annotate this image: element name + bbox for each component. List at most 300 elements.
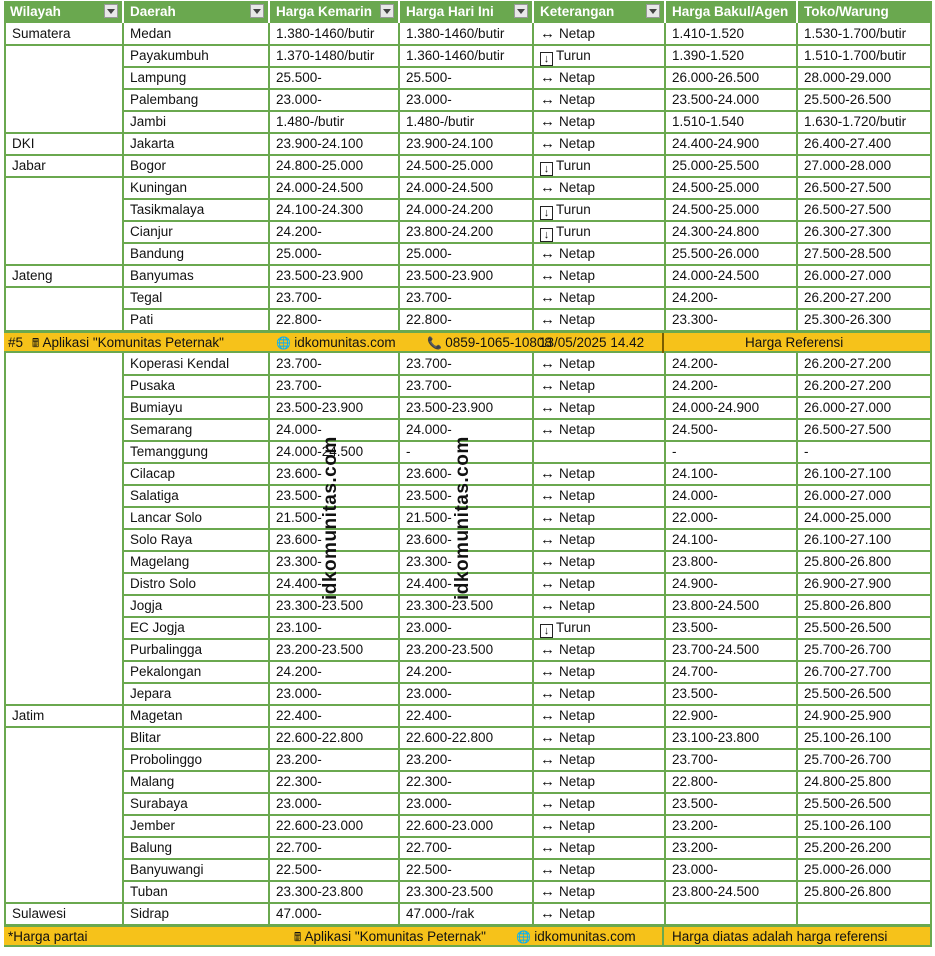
cell-wilayah: [4, 705, 122, 727]
cell-keterangan: [532, 793, 664, 815]
left-right-arrow-icon: ↔: [540, 773, 555, 790]
cell-text: 24.200-: [672, 290, 718, 305]
cell-text: Solo Raya: [130, 532, 193, 547]
cell-text: 23.800-: [672, 554, 718, 569]
cell-harga-hari-ini: [398, 727, 532, 749]
cell-harga-hari-ini: [398, 705, 532, 727]
cell-text: Jepara: [130, 686, 172, 701]
cell-text: 1.480-/butir: [276, 114, 345, 129]
table-row: [4, 397, 930, 419]
footer-banner: [4, 925, 930, 947]
cell-text: Lampung: [130, 70, 187, 85]
keterangan-text: Turun: [556, 158, 591, 173]
cell-text: Tegal: [130, 290, 163, 305]
cell-wilayah: [4, 419, 122, 441]
cell-daerah: [122, 595, 268, 617]
cell-text: 23.000-: [672, 862, 718, 877]
left-right-arrow-icon: ↔: [540, 399, 555, 416]
cell-harga-kemarin: [268, 727, 398, 749]
cell-harga-hari-ini: [398, 859, 532, 881]
cell-harga-hari-ini: [398, 353, 532, 375]
cell-harga-hari-ini: [398, 177, 532, 199]
cell-text: 24.300-24.800: [672, 224, 760, 239]
cell-keterangan: [532, 419, 664, 441]
keterangan-text: Netap: [559, 378, 596, 393]
cell-daerah: [122, 133, 268, 155]
cell-text: 26.300-27.300: [804, 224, 892, 239]
cell-wilayah: [4, 353, 122, 375]
cell-text: 22.900-: [672, 708, 718, 723]
cell-harga-bakul-agen: [664, 89, 796, 111]
cell-harga-hari-ini: [398, 837, 532, 859]
cell-harga-bakul-agen: [664, 639, 796, 661]
cell-wilayah: [4, 111, 122, 133]
table-row: [4, 771, 930, 793]
cell-daerah: [122, 639, 268, 661]
cell-harga-hari-ini: [398, 397, 532, 419]
cell-text: 24.000-24.500: [406, 180, 494, 195]
left-right-arrow-icon: ↔: [540, 267, 555, 284]
cell-text: 1.370-1480/butir: [276, 48, 375, 63]
cell-text: 23.500-23.900: [406, 268, 494, 283]
cell-text: 23.600-: [276, 466, 322, 481]
left-right-arrow-icon: ↔: [540, 355, 555, 372]
cell-text: 23.200-23.500: [276, 642, 364, 657]
cell-text: Jakarta: [130, 136, 175, 151]
cell-toko-warung: [796, 639, 930, 661]
cell-wilayah: [4, 67, 122, 89]
cell-toko-warung: [796, 881, 930, 903]
cell-toko-warung: [796, 23, 930, 45]
column-header-label: Wilayah: [10, 4, 61, 19]
cell-keterangan: [532, 705, 664, 727]
cell-text: 23.700-24.500: [672, 642, 760, 657]
cell-daerah: [122, 419, 268, 441]
cell-text: 23.000-: [276, 686, 322, 701]
cell-text: 1.630-1.720/butir: [804, 114, 907, 129]
cell-text: Palembang: [130, 92, 199, 107]
cell-wilayah: [4, 661, 122, 683]
keterangan-text: Netap: [559, 26, 596, 41]
cell-text: Bogor: [130, 158, 167, 173]
filter-dropdown-icon[interactable]: [104, 4, 118, 18]
table-row: [4, 309, 930, 331]
cell-text: 23.500-: [406, 488, 452, 503]
cell-harga-kemarin: [268, 353, 398, 375]
cell-harga-bakul-agen: [664, 793, 796, 815]
cell-text: 26.500-27.500: [804, 422, 892, 437]
cell-text: 23.600-: [406, 466, 452, 481]
table-row: [4, 683, 930, 705]
cell-harga-bakul-agen: [664, 463, 796, 485]
cell-keterangan: [532, 859, 664, 881]
table-row: [4, 177, 930, 199]
cell-daerah: [122, 221, 268, 243]
cell-text: 24.000-24.200: [406, 202, 494, 217]
cell-text: Probolinggo: [130, 752, 203, 767]
cell-text: Pekalongan: [130, 664, 202, 679]
cell-harga-hari-ini: [398, 23, 532, 45]
left-right-arrow-icon: ↔: [540, 179, 555, 196]
cell-harga-hari-ini: [398, 287, 532, 309]
cell-wilayah: [4, 551, 122, 573]
cell-daerah: [122, 397, 268, 419]
cell-wilayah: [4, 881, 122, 903]
table-row: [4, 133, 930, 155]
cell-daerah: [122, 67, 268, 89]
cell-text: 22.700-: [406, 840, 452, 855]
filter-dropdown-icon[interactable]: [250, 4, 264, 18]
cell-daerah: [122, 441, 268, 463]
cell-keterangan: [532, 397, 664, 419]
cell-keterangan: [532, 67, 664, 89]
cell-text: 23.200-23.500: [406, 642, 494, 657]
cell-text: Surabaya: [130, 796, 188, 811]
cell-text: 1.510-1.540: [672, 114, 745, 129]
cell-toko-warung: [796, 485, 930, 507]
cell-text: 26.200-27.200: [804, 356, 892, 371]
cell-harga-hari-ini: [398, 133, 532, 155]
cell-daerah: [122, 837, 268, 859]
cell-harga-bakul-agen: [664, 441, 796, 463]
cell-harga-kemarin: [268, 265, 398, 287]
cell-text: Sumatera: [12, 26, 71, 41]
cell-daerah: [122, 529, 268, 551]
cell-text: 24.400-24.900: [672, 136, 760, 151]
cell-wilayah: [4, 749, 122, 771]
cell-text: 25.100-26.100: [804, 818, 892, 833]
cell-text: 28.000-29.000: [804, 70, 892, 85]
cell-text: 27.000-28.000: [804, 158, 892, 173]
cell-text: 26.000-27.000: [804, 488, 892, 503]
cell-text: 23.300-23.500: [406, 884, 494, 899]
banner-website: [276, 333, 396, 353]
cell-toko-warung: [796, 771, 930, 793]
cell-harga-hari-ini: [398, 89, 532, 111]
cell-harga-kemarin: [268, 859, 398, 881]
footer-reference-note-text: Harga diatas adalah harga referensi: [672, 929, 888, 944]
keterangan-text: Netap: [559, 730, 596, 745]
table-row: [4, 815, 930, 837]
left-right-arrow-icon: ↔: [540, 883, 555, 900]
left-right-arrow-icon: ↔: [540, 311, 555, 328]
cell-text: 1.480-/butir: [406, 114, 475, 129]
left-right-arrow-icon: ↔: [540, 487, 555, 504]
column-header-label: Toko/Warung: [804, 4, 889, 19]
cell-text: 26.400-27.400: [804, 136, 892, 151]
cell-text: 24.000-: [672, 488, 718, 503]
cell-wilayah: [4, 155, 122, 177]
cell-text: 26.000-27.000: [804, 268, 892, 283]
keterangan-text: Netap: [559, 884, 596, 899]
cell-text: 24.700-: [672, 664, 718, 679]
cell-toko-warung: [796, 353, 930, 375]
cell-text: 25.300-26.300: [804, 312, 892, 327]
cell-daerah: [122, 111, 268, 133]
cell-text: 23.900-24.100: [406, 136, 494, 151]
cell-toko-warung: [796, 507, 930, 529]
cell-harga-bakul-agen: [664, 265, 796, 287]
cell-harga-hari-ini: [398, 639, 532, 661]
cell-text: 26.900-27.900: [804, 576, 892, 591]
cell-harga-hari-ini: [398, 617, 532, 639]
cell-text: 24.400-: [406, 576, 452, 591]
left-right-arrow-icon: ↔: [540, 641, 555, 658]
keterangan-text: Turun: [556, 202, 591, 217]
cell-text: 23.700-: [672, 752, 718, 767]
cell-text: 25.500-26.500: [804, 686, 892, 701]
cell-text: 21.500-: [276, 510, 322, 525]
cell-wilayah: [4, 573, 122, 595]
cell-toko-warung: [796, 287, 930, 309]
cell-harga-hari-ini: [398, 793, 532, 815]
cell-text: 23.500-: [672, 796, 718, 811]
keterangan-text: Netap: [559, 598, 596, 613]
cell-keterangan: [532, 903, 664, 925]
cell-text: 26.200-27.200: [804, 378, 892, 393]
cell-harga-hari-ini: [398, 815, 532, 837]
watermark-2: idkomunitas.com: [452, 436, 473, 600]
banner-reference-label-text: Harga Referensi: [745, 335, 844, 350]
cell-text: 24.400-: [276, 576, 322, 591]
cell-wilayah: [4, 485, 122, 507]
down-arrow-icon: ↓: [540, 162, 553, 176]
left-right-arrow-icon: ↔: [540, 707, 555, 724]
cell-text: Tuban: [130, 884, 168, 899]
cell-toko-warung: [796, 595, 930, 617]
cell-text: Medan: [130, 26, 172, 41]
down-arrow-icon: ↓: [540, 228, 553, 242]
cell-daerah: [122, 155, 268, 177]
keterangan-text: Netap: [559, 576, 596, 591]
cell-toko-warung: [796, 859, 930, 881]
cell-text: 26.100-27.100: [804, 532, 892, 547]
cell-toko-warung: [796, 661, 930, 683]
cell-text: 23.000-: [406, 92, 452, 107]
cell-keterangan: [532, 749, 664, 771]
cell-harga-hari-ini: [398, 903, 532, 925]
cell-harga-bakul-agen: [664, 397, 796, 419]
cell-toko-warung: [796, 243, 930, 265]
cell-daerah: [122, 859, 268, 881]
cell-keterangan: [532, 815, 664, 837]
cell-wilayah: [4, 375, 122, 397]
column-header-toko-warung: [796, 1, 930, 23]
cell-text: 24.900-: [672, 576, 718, 591]
cell-harga-hari-ini: [398, 265, 532, 287]
cell-text: 25.800-26.800: [804, 598, 892, 613]
cell-text: 23.300-: [406, 554, 452, 569]
cell-text: 23.000-: [276, 796, 322, 811]
left-right-arrow-icon: ↔: [540, 817, 555, 834]
table-row: [4, 661, 930, 683]
table-row: [4, 705, 930, 727]
column-header-harga-kemarin: [268, 1, 398, 23]
cell-text: 24.200-: [276, 664, 322, 679]
cell-harga-kemarin: [268, 881, 398, 903]
cell-text: 22.600-23.000: [276, 818, 364, 833]
cell-text: Jateng: [12, 268, 53, 283]
cell-text: 25.500-26.500: [804, 620, 892, 635]
cell-text: Balung: [130, 840, 173, 855]
cell-daerah: [122, 771, 268, 793]
cell-harga-bakul-agen: [664, 133, 796, 155]
cell-keterangan: [532, 441, 664, 463]
keterangan-text: Netap: [559, 708, 596, 723]
cell-toko-warung: [796, 397, 930, 419]
cell-keterangan: [532, 243, 664, 265]
cell-harga-kemarin: [268, 155, 398, 177]
cell-daerah: [122, 243, 268, 265]
banner-number-text: #5: [8, 335, 24, 350]
table-row: [4, 265, 930, 287]
cell-text: 23.500-23.900: [276, 268, 364, 283]
cell-wilayah: [4, 727, 122, 749]
cell-harga-bakul-agen: [664, 485, 796, 507]
cell-text: 24.200-: [672, 356, 718, 371]
cell-toko-warung: [796, 815, 930, 837]
cell-text: 22.400-: [406, 708, 452, 723]
cell-text: 23.700-: [406, 356, 452, 371]
cell-wilayah: [4, 639, 122, 661]
cell-text: 23.600-: [406, 532, 452, 547]
cell-keterangan: [532, 639, 664, 661]
table-right-border: [930, 1, 932, 947]
cell-text: 24.500-: [672, 422, 718, 437]
cell-text: 26.000-26.500: [672, 70, 760, 85]
cell-daerah: [122, 199, 268, 221]
keterangan-text: Netap: [559, 136, 596, 151]
table-row: [4, 903, 930, 925]
cell-wilayah: [4, 529, 122, 551]
globe-icon: 🌐: [516, 930, 535, 944]
cell-daerah: [122, 375, 268, 397]
filter-dropdown-icon[interactable]: [646, 4, 660, 18]
cell-text: -: [672, 444, 677, 459]
cell-keterangan: [532, 529, 664, 551]
cell-wilayah: [4, 859, 122, 881]
cell-text: 22.300-: [276, 774, 322, 789]
table-row: [4, 837, 930, 859]
keterangan-text: Netap: [559, 510, 596, 525]
cell-daerah: [122, 265, 268, 287]
footer-app-name-text: Aplikasi "Komunitas Peternak": [304, 929, 486, 944]
column-header-keterangan: [532, 1, 664, 23]
left-right-arrow-icon: ↔: [540, 113, 555, 130]
table-row: [4, 155, 930, 177]
table-row: [4, 199, 930, 221]
cell-daerah: [122, 287, 268, 309]
cell-text: 24.100-: [672, 466, 718, 481]
cell-harga-bakul-agen: [664, 705, 796, 727]
cell-text: 22.500-: [406, 862, 452, 877]
table-row: [4, 67, 930, 89]
cell-text: 25.000-26.000: [804, 862, 892, 877]
cell-text: Semarang: [130, 422, 193, 437]
table-row: [4, 859, 930, 881]
column-header-label: Daerah: [130, 4, 176, 19]
cell-text: 23.500-: [276, 488, 322, 503]
cell-harga-kemarin: [268, 309, 398, 331]
footer-note: [8, 927, 88, 947]
cell-daerah: [122, 705, 268, 727]
cell-harga-bakul-agen: [664, 155, 796, 177]
column-header-label: Harga Kemarin: [276, 4, 373, 19]
filter-dropdown-icon[interactable]: [514, 4, 528, 18]
cell-wilayah: [4, 265, 122, 287]
cell-daerah: [122, 881, 268, 903]
cell-harga-hari-ini: [398, 199, 532, 221]
cell-text: 25.100-26.100: [804, 730, 892, 745]
cell-text: 25.200-26.200: [804, 840, 892, 855]
table-row: [4, 375, 930, 397]
cell-keterangan: [532, 551, 664, 573]
cell-wilayah: [4, 463, 122, 485]
cell-text: Purbalingga: [130, 642, 203, 657]
left-right-arrow-icon: ↔: [540, 377, 555, 394]
left-right-arrow-icon: ↔: [540, 421, 555, 438]
banner-phone: [427, 333, 552, 353]
cell-keterangan: [532, 617, 664, 639]
cell-text: 23.200-: [672, 818, 718, 833]
cell-keterangan: [532, 23, 664, 45]
cell-text: 23.000-: [276, 92, 322, 107]
cell-keterangan: [532, 199, 664, 221]
cell-harga-kemarin: [268, 683, 398, 705]
table-row: [4, 639, 930, 661]
cell-toko-warung: [796, 419, 930, 441]
cell-harga-bakul-agen: [664, 243, 796, 265]
cell-text: 1.530-1.700/butir: [804, 26, 907, 41]
cell-text: Jogja: [130, 598, 163, 613]
keterangan-text: Netap: [559, 356, 596, 371]
cell-wilayah: [4, 815, 122, 837]
footer-reference-note: [672, 927, 887, 947]
cell-wilayah: [4, 507, 122, 529]
cell-harga-kemarin: [268, 749, 398, 771]
cell-keterangan: [532, 221, 664, 243]
footer-website: [516, 927, 636, 947]
globe-icon: 🌐: [276, 336, 295, 350]
cell-keterangan: [532, 45, 664, 67]
cell-toko-warung: [796, 375, 930, 397]
keterangan-text: Netap: [559, 532, 596, 547]
cell-harga-hari-ini: [398, 155, 532, 177]
cell-text: 24.000-24.900: [672, 400, 760, 415]
cell-keterangan: [532, 881, 664, 903]
cell-text: 23.700-: [276, 356, 322, 371]
cell-daerah: [122, 727, 268, 749]
cell-harga-kemarin: [268, 287, 398, 309]
cell-toko-warung: [796, 89, 930, 111]
left-right-arrow-icon: ↔: [540, 509, 555, 526]
cell-daerah: [122, 309, 268, 331]
cell-daerah: [122, 815, 268, 837]
left-right-arrow-icon: ↔: [540, 905, 555, 922]
cell-harga-bakul-agen: [664, 507, 796, 529]
cell-harga-bakul-agen: [664, 551, 796, 573]
keterangan-text: Netap: [559, 268, 596, 283]
filter-dropdown-icon[interactable]: [380, 4, 394, 18]
left-right-arrow-icon: ↔: [540, 729, 555, 746]
cell-text: 47.000-: [276, 906, 322, 921]
cell-text: Jember: [130, 818, 176, 833]
cell-harga-bakul-agen: [664, 661, 796, 683]
table-row: [4, 45, 930, 67]
banner-reference-label: [745, 333, 843, 353]
cell-keterangan: [532, 661, 664, 683]
cell-text: Jabar: [12, 158, 46, 173]
